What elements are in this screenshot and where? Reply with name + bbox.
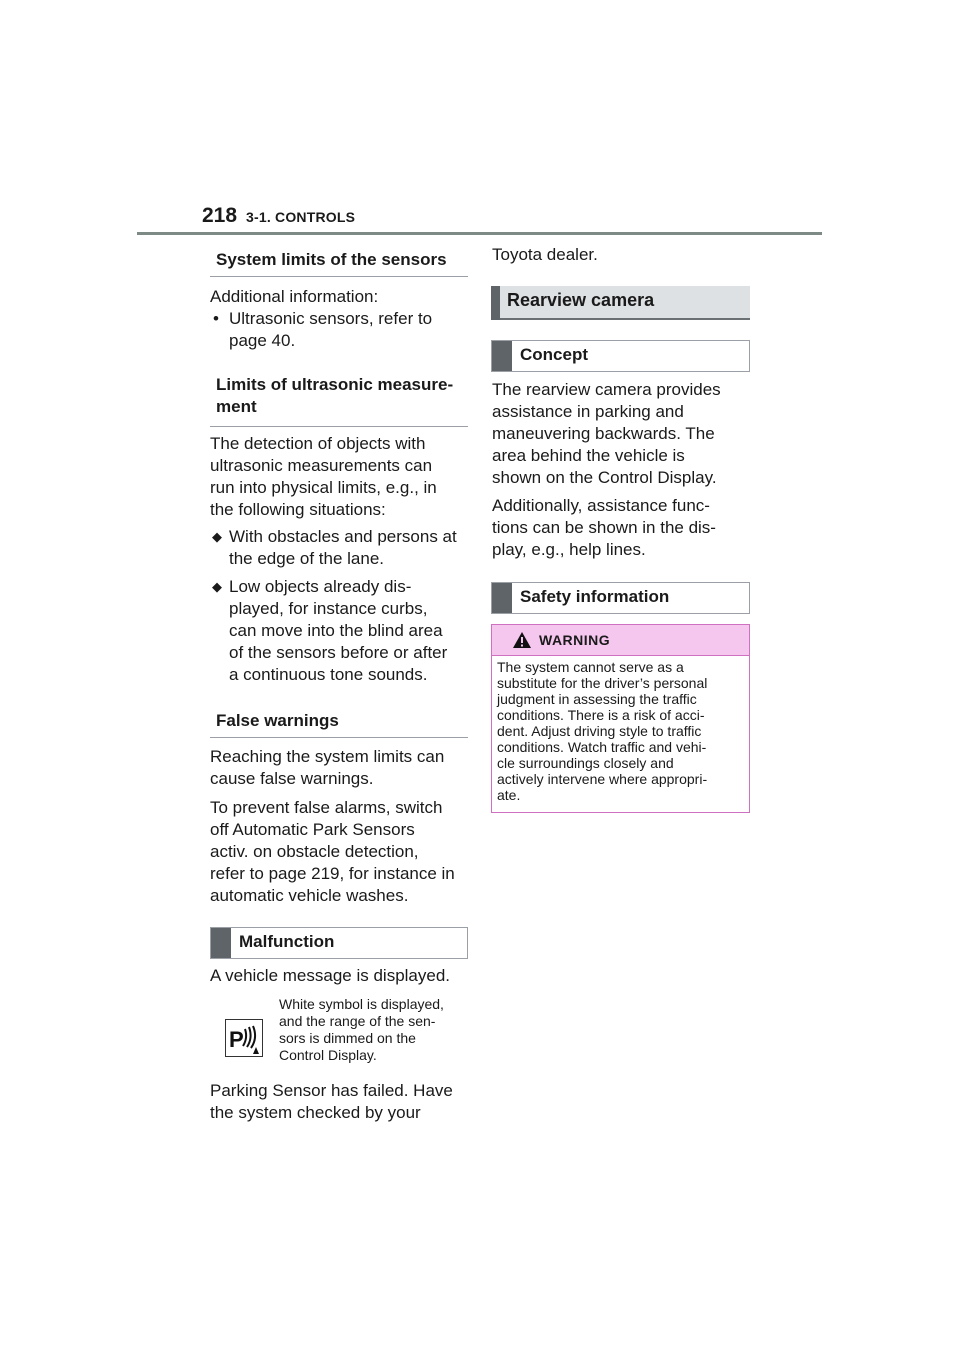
failed-paragraph: Parking Sensor has failed. Have the system checked by your	[210, 1081, 453, 1122]
section-title: 3-1. CONTROLS	[246, 209, 356, 225]
heading-bar	[211, 928, 231, 958]
warning-header	[492, 625, 749, 656]
diamond-bullet-icon: ◆	[212, 529, 222, 544]
additional-info: Additional information:	[210, 287, 379, 306]
heading-malfunction: Malfunction	[210, 927, 468, 959]
heading-bar	[492, 341, 512, 371]
warning-box	[491, 624, 750, 813]
heading-system-limits: System limits of the sensors	[210, 245, 468, 277]
false-warnings-para-1: Reaching the system limits can cause false warnings.	[210, 747, 445, 788]
vehicle-message: A vehicle message is displayed.	[210, 966, 451, 985]
warning-title: WARNING	[539, 632, 611, 648]
page-number: 218	[202, 204, 238, 227]
concept-para-2: Additionally, assistance func- tions can be shown in the dis- play, e.g., help lines.	[492, 496, 716, 559]
svg-text:P: P	[229, 1027, 244, 1052]
heading-rearview-camera: Rearview camera	[491, 286, 750, 320]
heading-concept: Concept	[491, 340, 750, 372]
heading-limits-ultrasonic: Limits of ultrasonic measure- ment	[210, 370, 468, 427]
heading-bar	[492, 583, 512, 613]
header-rule	[137, 232, 822, 235]
false-warnings-para-2: To prevent false alarms, switch off Automatic Park Sensors activ. on obstacle detection, refer to page 219, for instance in automatic vehicle washes.	[210, 798, 455, 905]
warning-triangle-icon	[512, 631, 532, 649]
parking-sensor-icon	[225, 1019, 263, 1057]
detection-paragraph: The detection of objects with ultrasonic measurements can run into physical limits, e.g., in the following situations:	[210, 434, 437, 519]
bullet-icon: •	[213, 309, 219, 328]
heading-safety-information: Safety information	[491, 582, 750, 614]
dealer-text: Toyota dealer.	[492, 245, 598, 264]
warning-text: The system cannot serve as a substitute for the driver’s personal judgment in assessing the traffic conditions. There is a risk of acci- dent. Adjust driving style to traffic conditions. Watch traffic and vehi- cle surroundings closely and actively intervene where appropri- ate.	[497, 659, 708, 803]
concept-para-1: The rearview camera provides assistance in parking and maneuvering backwards. The area behind the vehicle is shown on the Control Display.	[492, 380, 721, 487]
heading-bar	[491, 286, 500, 320]
parking-sensor-icon-graphic	[226, 1020, 262, 1056]
heading-false-warnings: False warnings	[210, 706, 468, 738]
symbol-description: White symbol is displayed, and the range of the sen- sors is dimmed on the Control Display.	[279, 996, 444, 1063]
diamond-bullet-icon: ◆	[212, 579, 222, 594]
